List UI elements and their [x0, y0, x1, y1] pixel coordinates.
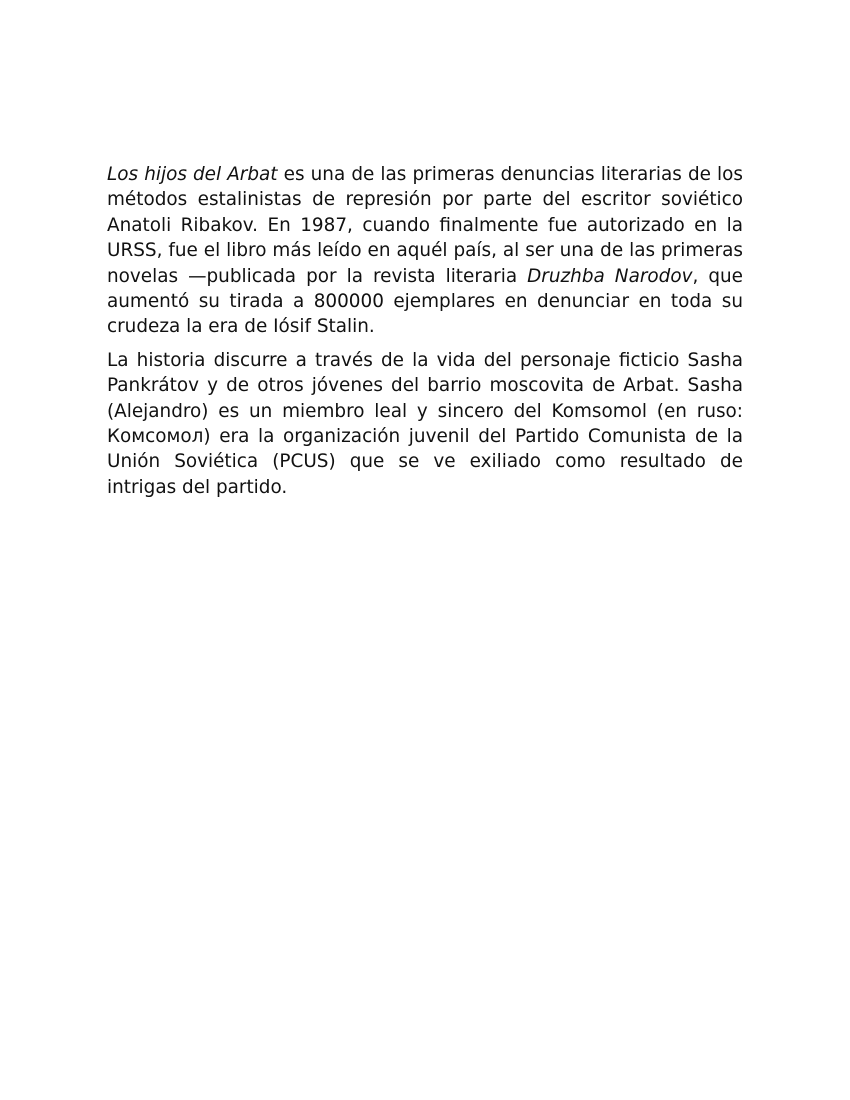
- magazine-title: Druzhba Narodov: [527, 265, 693, 287]
- paragraph-intro-text-1: es una de las primeras denuncias literarias de los métodos estalinistas de represión por parte del escritor soviético Anatoli Ribakov. En 1987, cuando finalmente fue autorizado en la URSS, fue el libro más leído en aquél país, al ser una de las primeras novelas —publicada por la revista literaria: [107, 164, 743, 287]
- book-title: Los hijos del Arbat: [107, 164, 278, 185]
- paragraph-intro: [107, 162, 743, 340]
- paragraph-intro-text-2: , que aumentó su tirada a 800000 ejemplares en denunciar en toda su crudeza la era de Iósif Stalin.: [107, 265, 743, 338]
- document-body: [107, 162, 743, 508]
- paragraph-story: La historia discurre a través de la vida del personaje ficticio Sasha Pankrátov y de otros jóvenes del barrio moscovita de Arbat. Sasha (Alejandro) es un miembro leal y sincero del Komsomol (en ruso: Комсомол) era la organización juvenil del Partido Comunista de la Unión Soviética (PCUS) que se ve exiliado como resultado de intrigas del partido.: [107, 349, 743, 498]
